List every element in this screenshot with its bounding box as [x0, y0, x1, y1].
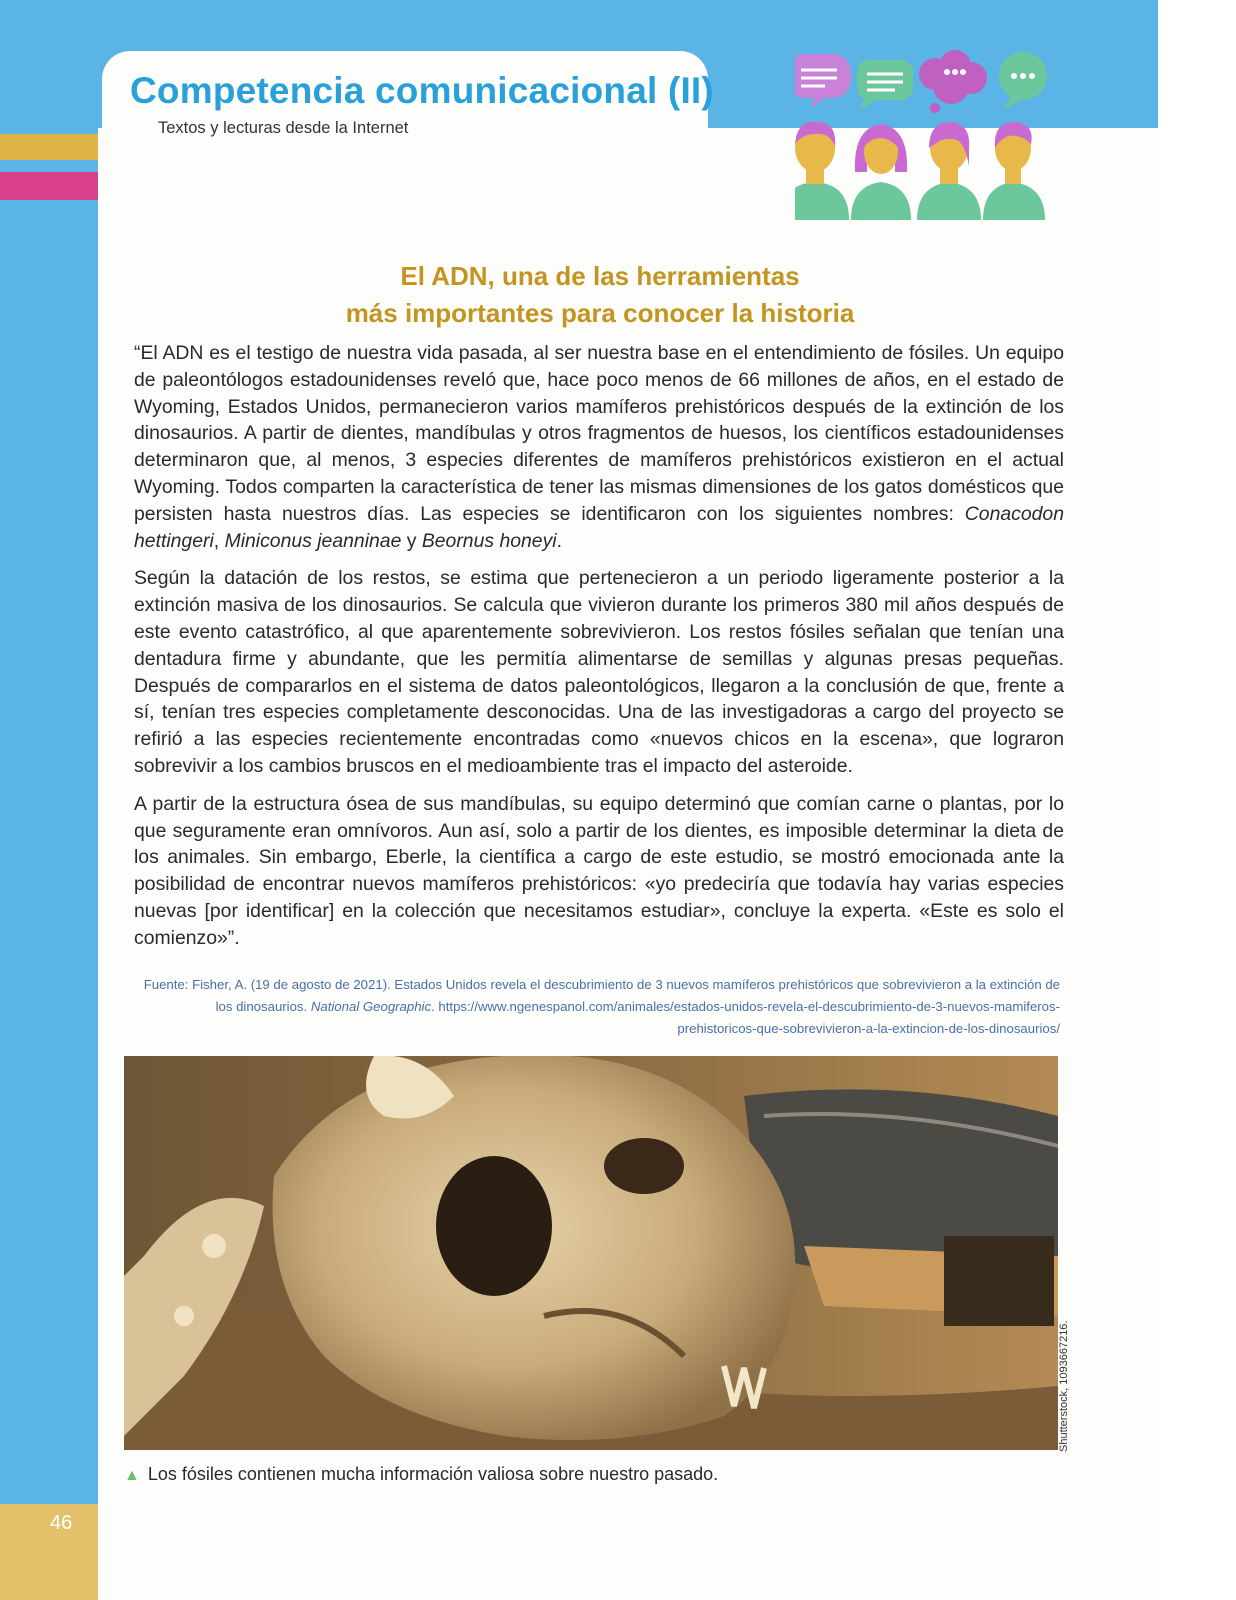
page-number: 46 — [50, 1512, 73, 1534]
separator-text: y — [401, 529, 422, 552]
fossil-skull-image — [124, 1056, 1058, 1450]
page-subtitle: Textos y lecturas desde la Internet — [158, 119, 409, 137]
caption-text: Los fósiles contienen mucha información valiosa sobre nuestro pasado. — [147, 1464, 719, 1484]
person-icon — [917, 122, 981, 220]
separator-text: , — [213, 529, 225, 552]
species-name: Beornus honeyi — [421, 529, 557, 552]
article-paragraph-1 — [134, 340, 1064, 554]
source-citation — [140, 974, 1060, 1040]
article-body — [134, 340, 1064, 963]
chat-bubble-icon — [795, 54, 851, 108]
pink-stripe — [0, 172, 98, 200]
article-paragraph-3: A partir de la estructura ósea de sus mandíbulas, su equipo determinó que comían carne o plantas, por lo que seguramente eran omnívoros. Aun así, solo a partir de los dientes, es imposible determinar la dieta de los animales. Sin embargo, Eberle, la científica a cargo de este estudio, se mostró emocionada ante la posibilidad de encontrar nuevos mamíferos prehistóricos: «yo predeciría que todavía hay varias especies nuevas [por identificar] en la colección que necesitamos estudiar», concluye la experta. «Este es solo el comienzo»”. — [134, 792, 1064, 949]
person-icon — [795, 122, 849, 220]
page-number-box — [0, 1504, 98, 1600]
species-name: Conacodon hettingeri — [134, 502, 1064, 552]
publication-name: National Geographic — [310, 999, 432, 1014]
photo-credit: Shutterstock, 1093667216. — [1058, 1320, 1070, 1452]
chat-bubble-icon — [999, 52, 1047, 110]
figure-caption — [124, 1464, 718, 1485]
person-icon — [851, 124, 911, 220]
yellow-stripe — [0, 134, 98, 160]
species-name: Miniconus jeanninae — [224, 529, 402, 552]
person-icon — [983, 122, 1045, 220]
citation-url: . https://www.ngenespanol.com/animales/estados-unidos-revela-el-descubrimiento-de-3-nuevos-mamiferos-prehistoricos-que-sobrevivieron-a-la-extincion-de-los-dinosaurios/ — [431, 999, 1060, 1036]
right-page-edge — [1158, 0, 1236, 1600]
triangle-icon: ▲ — [124, 1467, 140, 1484]
citation-text: Fuente: Fisher, A. (19 de agosto de 2021). Estados Unidos revela el descubrimiento de 3 nuevos mamíferos prehistóricos que sobrevivieron a la extinción de los dinosaurios. — [143, 977, 1060, 1014]
separator-text: . — [556, 529, 562, 552]
thought-bubble-icon — [919, 50, 987, 113]
fossil-skull-photo — [124, 1056, 1058, 1450]
paragraph-text: “El ADN es el testigo de nuestra vida pasada, al ser nuestra base en el entendimiento de fósiles. Un equipo de paleontólogos estadounidenses reveló que, hace poco menos de 66 millones de años, en el estado de Wyoming, Estados Unidos, permanecieron varios mamíferos prehistóricos después de la extinción de los dinosaurios. A partir de dientes, mandíbulas y otros fragmentos de huesos, los científicos estadounidenses determinaron que, al menos, 3 especies diferentes de mamíferos prehistóricos existieron en el actual Wyoming. Todos comparten la característica de tener las mismas dimensiones de los gatos domésticos que persisten hasta nuestros días. Las especies se identificaron con los siguientes nombres: — [134, 342, 1064, 525]
article-paragraph-2: Según la datación de los restos, se estima que pertenecieron a un periodo ligeramente posterior a la extinción masiva de los dinosaurios. Se calcula que vivieron durante los primeros 380 mil años después de este evento catastrófico, al que aparentemente sobrevivieron. Los restos fósiles señalan que tenían una dentadura firme y abundante, que les permitía alimentarse de semillas y algunas presas pequeñas. Después de compararlos en el sistema de datos paleontológicos, llegaron a la conclusión de que, frente a sí, tenían tres especies completamente desconocidas. Una de las investigadoras a cargo del proyecto se refirió a las especies recientemente encontradas como «nuevos chicos en la escena», que lograron sobrevivir a los cambios bruscos en el medioambiente tras el impacto del asteroide. — [134, 567, 1064, 777]
left-margin-band — [0, 0, 98, 1600]
article-title — [290, 258, 910, 332]
page-title: Competencia comunicacional (II) — [130, 70, 714, 111]
article-title-line: más importantes para conocer la historia — [345, 298, 855, 328]
header-illustration — [795, 48, 1070, 228]
chat-bubble-icon — [857, 60, 913, 110]
article-title-line: El ADN, una de las herramientas — [400, 261, 800, 291]
